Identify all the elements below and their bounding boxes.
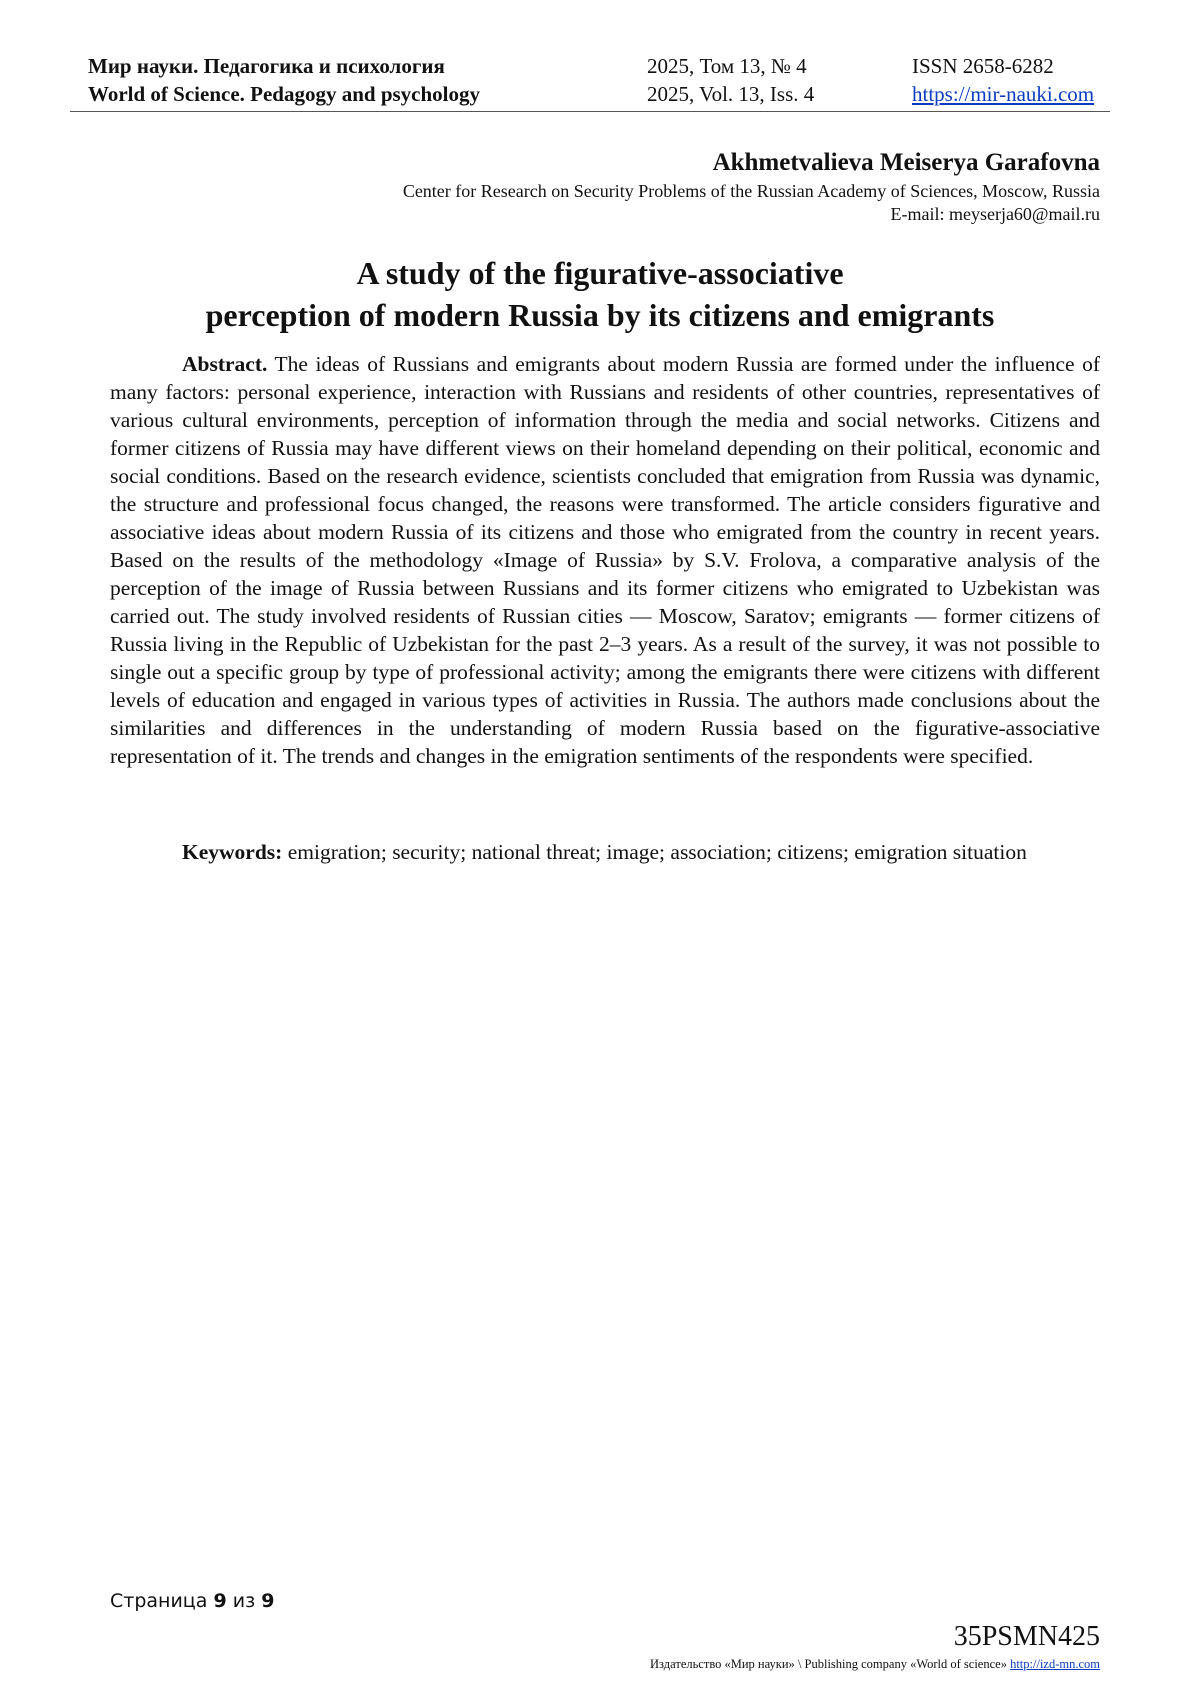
issue-info <box>647 52 814 108</box>
issn-block <box>912 52 1094 108</box>
page-number <box>110 1588 274 1614</box>
keywords-text: emigration; security; national threat; image; association; citizens; emigration situation <box>287 840 1027 864</box>
page-prefix: Страница <box>110 1590 208 1612</box>
author-email: E-mail: meyserja60@mail.ru <box>890 204 1100 224</box>
author-name: Akhmetvalieva Meiserya Garafovna <box>712 149 1100 176</box>
page-current: 9 <box>213 1590 227 1612</box>
issue-info-en: 2025, Vol. 13, Iss. 4 <box>647 82 815 106</box>
header-divider <box>70 111 1110 112</box>
journal-title-en: World of Science. Pedagogy and psychology <box>88 82 481 106</box>
author-block <box>403 146 1100 226</box>
keywords-label: Keywords: <box>182 840 283 864</box>
article-title-line-1: A study of the figurative-associative <box>356 255 844 291</box>
keywords-paragraph <box>110 838 1100 866</box>
publisher-line <box>650 1656 1100 1672</box>
journal-url-link[interactable]: https://mir-nauki.com <box>912 82 1095 106</box>
abstract-paragraph <box>110 350 1100 770</box>
publisher-text: Издательство «Мир науки» \ Publishing company «World of science» <box>650 1657 1007 1671</box>
page-total: 9 <box>261 1590 275 1612</box>
author-affiliation: Center for Research on Security Problems of the Russian Academy of Sciences, Moscow, Russia <box>402 181 1100 201</box>
article-title <box>100 252 1100 336</box>
article-code: 35PSMN425 <box>953 1621 1100 1652</box>
article-title-line-2: perception of modern Russia by its citizens and emigrants <box>205 297 995 333</box>
page-separator: из <box>232 1590 256 1612</box>
journal-title <box>88 52 480 108</box>
journal-title-ru: Мир науки. Педагогика и психология <box>88 54 445 78</box>
issue-info-ru: 2025, Том 13, № 4 <box>647 54 807 78</box>
abstract-label: Abstract. <box>182 352 268 376</box>
issn: ISSN 2658-6282 <box>912 54 1054 78</box>
publisher-url-link[interactable]: http://izd-mn.com <box>1010 1657 1100 1671</box>
abstract-text: The ideas of Russians and emigrants about modern Russia are formed under the influence of many factors: personal experience, interaction with Russians and residents of other countries, representatives of various cultural environments, perception of information through the media and social networks. Citizens and former citizens of Russia may have different views on their homeland depending on their political, economic and social conditions. Based on the research evidence, scientists concluded that emigration from Russia was dynamic, the structure and professional focus changed, the reasons were transformed. The article considers figurative and associative ideas about modern Russia of its citizens and those who emigrated from the country in recent years. Based on the results of the methodology «Image of Russia» by S.V. Frolova, a comparative analysis of the perception of the image of Russia between Russians and its former citizens who emigrated to Uzbekistan was carried out. The study involved residents of Russian cities — Moscow, Saratov; emigrants — former citizens of Russia living in the Republic of Uzbekistan for the past 2–3 years. As a result of the survey, it was not possible to single out a specific group by type of professional activity; among the emigrants there were citizens with different levels of education and engaged in various types of activities in Russia. The authors made conclusions about the similarities and differences in the understanding of modern Russia based on the figurative-associative representation of it. The trends and changes in the emigration sentiments of the respondents were specified. <box>110 352 1100 768</box>
